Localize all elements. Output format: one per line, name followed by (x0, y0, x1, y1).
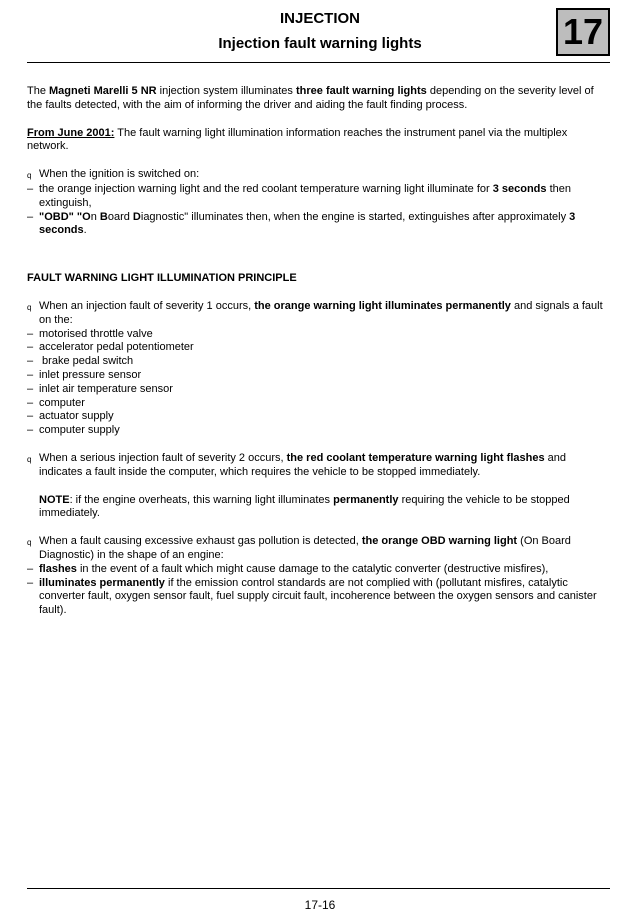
fault-list-item: – brake pedal switch (27, 355, 134, 368)
fault-list-item: – computer (27, 396, 85, 409)
obd-dash-item: – "OBD" "On Board Diagnostic" illuminates then, when the engine is started, extinguishes after approximately 3 seconds. (27, 210, 576, 237)
multiplex-paragraph: From June 2001: The fault warning light illumination information reaches the instrument panel via the multiplex network. (27, 126, 568, 153)
fault-list-item: – motorised throttle valve (27, 327, 153, 340)
bullet-marker: q (27, 171, 32, 181)
dash-marker: – (27, 210, 34, 223)
severity1-item: q When an injection fault of severity 1 occurs, the orange warning light illuminates permanently and signals a fault on the: (27, 299, 603, 326)
intro-paragraph: The Magneti Marelli 5 NR injection system illuminates three fault warning lights depending on the severity level of the faults detected, with the aim of informing the driver and aiding the fault finding process. (27, 85, 594, 111)
bullet-marker: q (27, 302, 32, 312)
ignition-lead-item: q When the ignition is switched on: (27, 168, 610, 183)
bullet-marker: q (27, 454, 32, 464)
severity2-item: q When a serious injection fault of severity 2 occurs, the red coolant temperature warning light flashes and indicates a fault inside the computer, which requires the vehicle to be stopped immediately. (27, 451, 566, 478)
principle-heading: FAULT WARNING LIGHT ILLUMINATION PRINCIPLE (27, 272, 297, 285)
fault-list-item: – computer supply (27, 424, 120, 437)
permanent-dash-item: – illuminates permanently if the emission control standards are not complied with (pollutant misfires, catalytic converter fault, oxygen sensor fault, fuel supply circuit fault, incoherence between the oxygen sensors and canister fault). (27, 576, 597, 617)
header-divider (27, 62, 610, 63)
footer-divider (27, 888, 610, 889)
flashes-dash-item: – flashes in the event of a fault which might cause damage to the catalytic converter (destructive misfires), (27, 562, 549, 575)
page-number: 17-16 (304, 898, 336, 912)
bullet-marker: q (27, 538, 32, 548)
ignition-dash-item: – the orange injection warning light and the red coolant temperature warning light illuminate for 3 seconds then extinguish, (27, 182, 571, 209)
fault-list-item: – accelerator pedal potentiometer (27, 341, 194, 354)
fault-list-item: – actuator supply (27, 410, 114, 423)
page-subtitle: Injection fault warning lights (218, 35, 422, 52)
overheat-note: NOTE: if the engine overheats, this warning light illuminates permanently requiring the vehicle to be stopped immediately. (39, 493, 570, 520)
fault-list-item: – inlet air temperature sensor (27, 382, 173, 395)
page-content (27, 85, 610, 618)
section-title: INJECTION (279, 10, 360, 27)
chapter-number-badge: 17 (556, 8, 610, 56)
pollution-item: q When a fault causing excessive exhaust gas pollution is detected, the orange OBD warning light (On Board Diagnostic) in the shape of an engine: (27, 535, 571, 561)
dash-marker: – (27, 182, 34, 195)
fault-list-item: – inlet pressure sensor (27, 368, 142, 381)
